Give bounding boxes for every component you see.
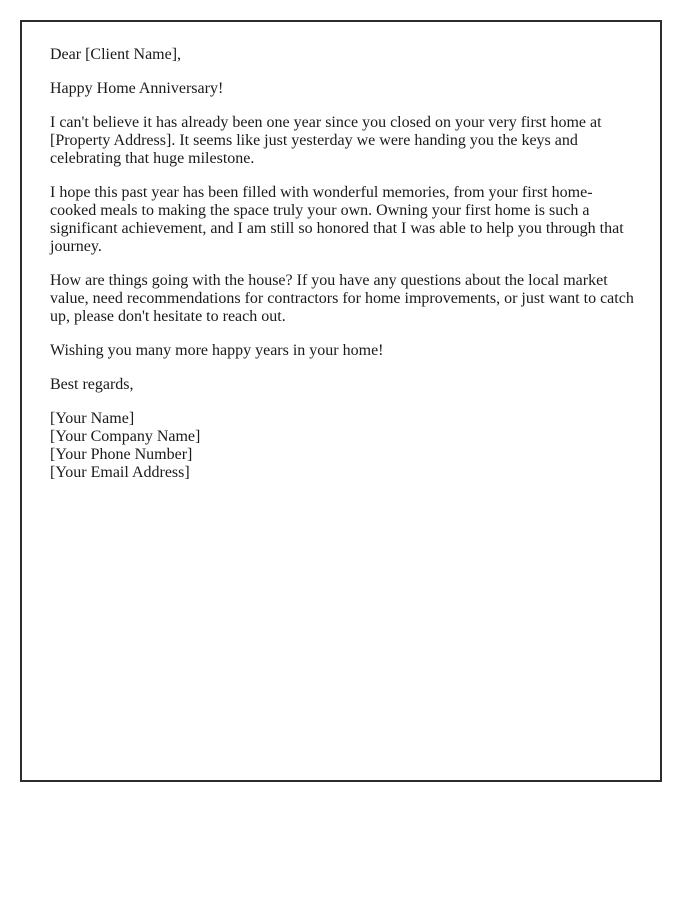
paragraph-memories: I hope this past year has been filled with wonderful memories, from your first home-cooked meals to making the space truly your own. Owning your first home is such a significant achievement, and I am still so honored that I was able to help you through that journey. (50, 184, 624, 255)
paragraph-checkin: How are things going with the house? If you have any questions about the local market value, need recommendations for contractors for home improvements, or just want to catch up, please don't hesitate to reach out. (50, 272, 634, 325)
signature-email: [Your Email Address] (50, 464, 190, 481)
signature-block (50, 410, 634, 482)
closing: Best regards, (50, 376, 134, 393)
signature-phone: [Your Phone Number] (50, 446, 193, 463)
greeting-line: Happy Home Anniversary! (50, 80, 224, 97)
salutation: Dear [Client Name], (50, 46, 182, 63)
letter-page (20, 20, 662, 782)
signature-name: [Your Name] (50, 410, 135, 427)
paragraph-wishes: Wishing you many more happy years in your home! (50, 342, 384, 359)
signature-company: [Your Company Name] (50, 428, 201, 445)
paragraph-anniversary: I can't believe it has already been one year since you closed on your very first home at [Property Address]. It seems like just yesterday we were handing you the keys and celebrating that huge milestone. (50, 114, 602, 167)
